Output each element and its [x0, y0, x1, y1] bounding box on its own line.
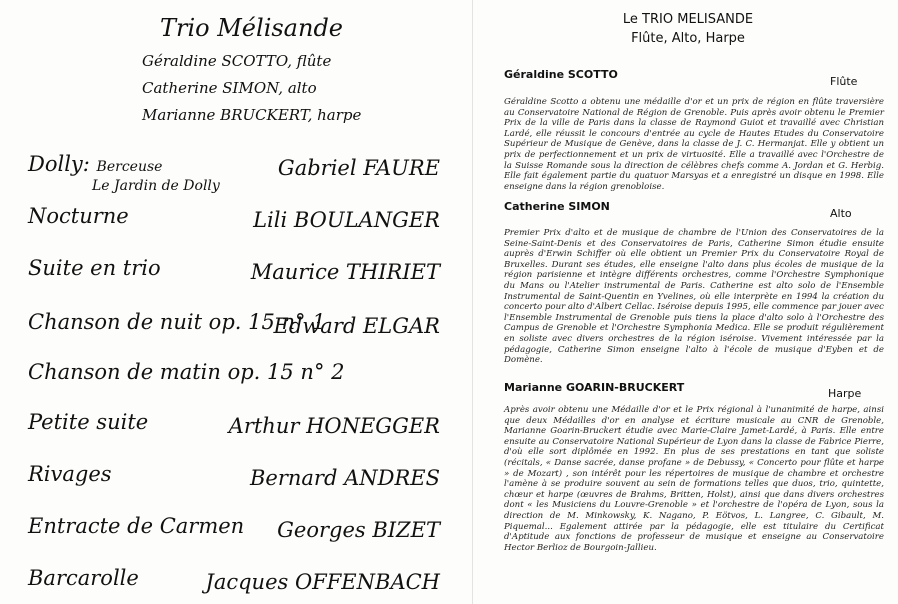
program-work: Chanson de nuit op. 15 n° 1: [28, 310, 326, 334]
trio-title: Le TRIO MELISANDE: [622, 12, 754, 27]
program-work: Chanson de matin op. 15 n° 2: [28, 360, 345, 384]
bio-instrument: Harpe: [828, 387, 862, 400]
program-row: [28, 354, 440, 388]
bio-instrument: Flûte: [830, 75, 858, 88]
program-work: Nocturne: [28, 204, 129, 228]
program-composer: Edward ELGAR: [273, 314, 440, 338]
bio-name: Marianne GOARIN-BRUCKERT: [504, 381, 685, 394]
program-composer: Lili BOULANGER: [253, 208, 440, 232]
program-work-subtitle: Le Jardin de Dolly: [92, 178, 220, 194]
program-row: [28, 404, 440, 438]
program-row: [28, 560, 440, 594]
trio-instruments: Flûte, Alto, Harpe: [631, 31, 745, 46]
program-work: Barcarolle: [28, 566, 139, 590]
program-work: Rivages: [28, 462, 112, 486]
bio-name: Géraldine SCOTTO: [504, 68, 618, 81]
bio-text: Après avoir obtenu une Médaille d'or et le Prix régional à l'unanimité de harpe, ainsi que deux Médailles d'or en analyse et écriture musicale au CNR de Grenoble, Marianne Goarin-Bruckert étudie avec Marie-Claire Jamet-Lardé, à Paris. Elle entre ensuite au Conservatoire National Supérieur de Lyon dans la classe de Fabrice Pierre, d'où elle sort diplômée en 1992. En plus de ses prestations en tant que soliste (récitals, « Danse sacrée, danse profane » de Debussy, « Concerto pour flûte et harpe » de Mozart) , son intérêt pour les répertoires de musique de chambre et orchestre l'amène à se produire souvent au sein de formations telles que duos, trio, quintette, chœur et harpe (œuvres de Brahms, Britten, Holst), ainsi que dans divers orchestres dont « les Musiciens du Louvre-Grenoble » et l'orchestre de l'opéra de Lyon, sous la direction de M. Minkowsky, K. Nagano, P. Eötvos, L. Langree, C. Gibault, M. Piquemal... Egalement attirée par la pédagogie, elle est titulaire du Certificat d'Aptitude aux fonctions de professeur de musique et enseigne au Conservatoire Hector Berlioz de Bourgoin-Jallieu.: [504, 405, 884, 553]
bio-name: Catherine SIMON: [504, 200, 610, 213]
program-row: [28, 146, 440, 180]
performer-line: Marianne BRUCKERT, harpe: [142, 106, 362, 124]
program-row: [28, 198, 440, 232]
performer-line: Catherine SIMON, alto: [142, 79, 317, 97]
program-title: Trio Mélisande: [160, 14, 344, 42]
program-row: [28, 304, 440, 338]
biography-page: [478, 0, 898, 604]
program-work: Petite suite: [28, 410, 149, 434]
program-row: [28, 508, 440, 542]
bio-text: Géraldine Scotto a obtenu une médaille d'or et un prix de région en flûte traversière au Conservatoire National de Région de Grenoble. Puis après avoir obtenu le Premier Prix de la ville de Paris dans la classe de Raymond Guiot et travaillé avec Christian Lardé, elle réussit le concours d'entrée au cycle de Hautes Etudes du Conservatoire Supérieur de Musique de Genève, dans la classe de J. C. Hermanjat. Elle y obtient un prix de perfectionnement et un prix de virtuosité. Elle a travaillé avec l'Orchestre de la Suisse Romande sous la direction de célèbres chefs comme A. Jordan et G. Herbig. Elle fait également partie du quatuor Marsyas et a enregistré un disque en 1998. Elle enseigne dans la région grenobloise.: [504, 97, 884, 192]
program-work: Suite en trio: [28, 256, 161, 280]
bio-instrument: Alto: [830, 207, 852, 220]
program-composer: Georges BIZET: [277, 518, 440, 542]
program-composer: Maurice THIRIET: [250, 260, 440, 284]
program-composer: Gabriel FAURE: [277, 156, 440, 180]
program-work: Entracte de Carmen: [28, 514, 245, 538]
program-composer: Jacques OFFENBACH: [205, 570, 440, 594]
program-composer: Bernard ANDRES: [249, 466, 440, 490]
program-composer: Arthur HONEGGER: [228, 414, 440, 438]
performer-line: Géraldine SCOTTO, flûte: [142, 52, 332, 70]
program-row: [28, 456, 440, 490]
bio-text: Premier Prix d'alto et de musique de chambre de l'Union des Conservatoires de la Seine-Saint-Denis et des Conservatoires de Paris, Catherine Simon étudie ensuite auprès d'Erwin Schiffer où elle obtient un Premier Prix du Conservatoire Royal de Bruxelles. Durant ses études, elle enseigne l'alto dans plus écoles de musique de la région parisienne et intègre différents orchestres, comme l'Orchestre Symphonique du Mans ou l'Atelier instrumental de Paris. Catherine est alto solo de l'Ensemble Instrumental de Saint-Quentin en Yvelines, où elle interprète en 1994 la création du concerto pour alto d'Albert Cellac. Iséroise depuis 1995, elle commence par jouer avec l'Ensemble Instrumental de Grenoble puis tiens la place d'alto solo à l'Orchestre des Campus de Grenoble et l'Orchestre Symphonia Medica. Elle se produit régulièrement en soliste avec divers orchestres de la région iséroise. Vivement intéressée par la pédagogie, Catherine Simon enseigne l'alto à l'école de musique d'Eyben et de Domène.: [504, 228, 884, 366]
program-work: Dolly: Berceuse: [28, 152, 163, 176]
page-fold-divider: [472, 0, 473, 604]
program-row: [28, 250, 440, 284]
